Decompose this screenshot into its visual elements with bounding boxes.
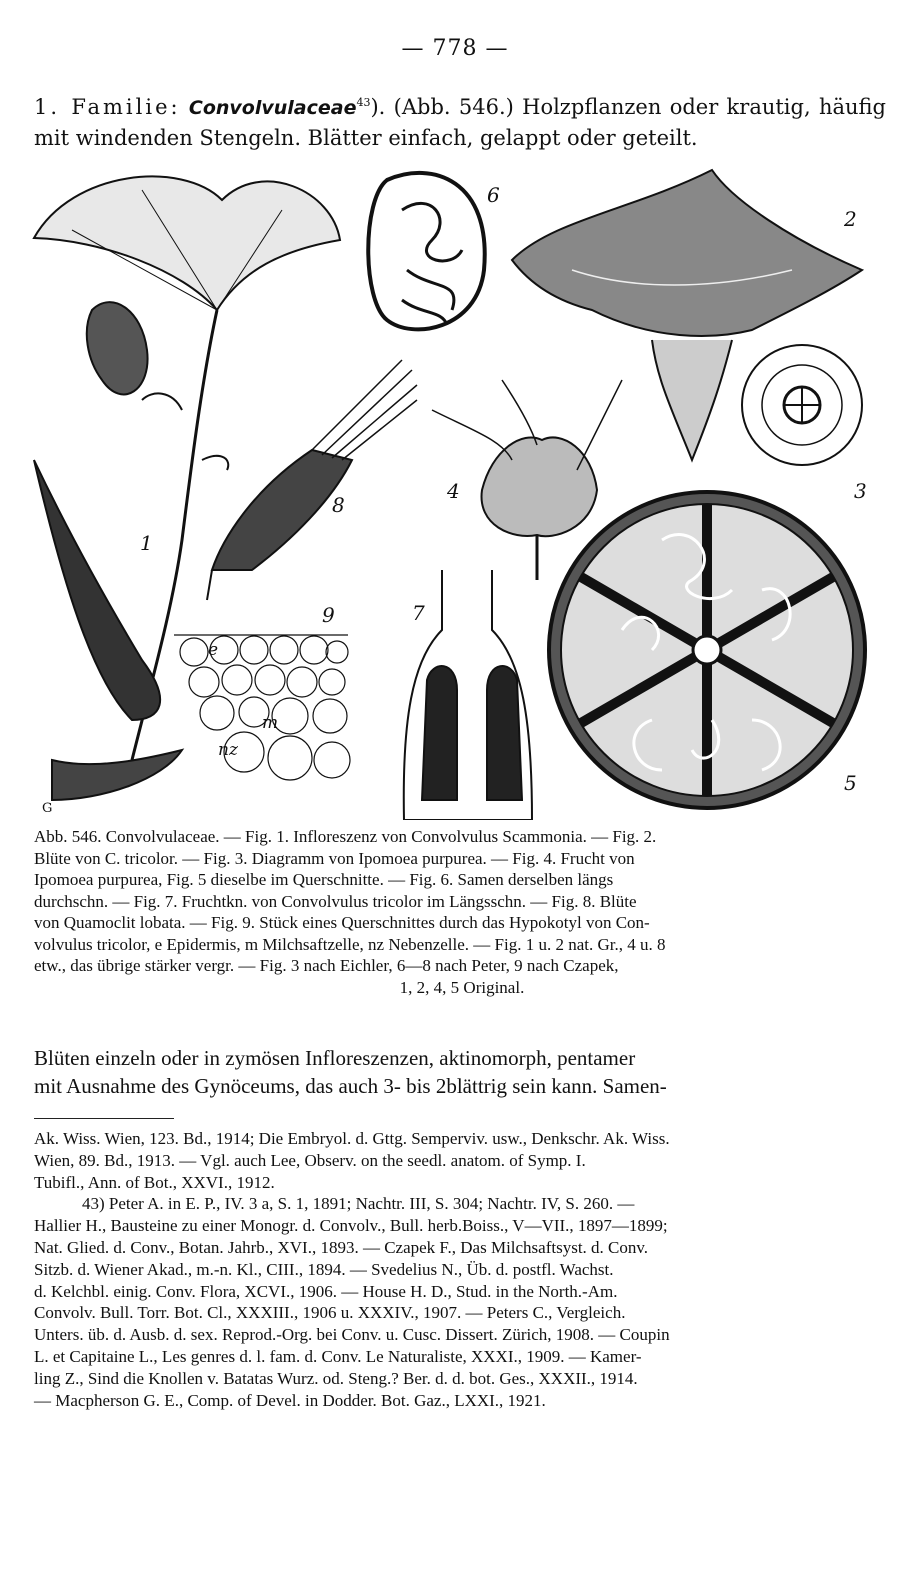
caption-line: volvulus tricolor, e Epidermis, m Milchsaftzelle, nz Nebenzelle. — Fig. 1 u. 2 nat. Gr., 4 u. 8 bbox=[34, 934, 666, 954]
heading-text: ). (Abb. 546.) Holzpflanzen oder krautig, häufig mit windenden Stengeln. Blätter einfach, gelappt oder geteilt. bbox=[34, 95, 886, 150]
fig-label-5: 5 bbox=[844, 771, 857, 795]
footnote-line: Ak. Wiss. Wien, 123. Bd., 1914; Die Embryol. d. Gttg. Semperviv. usw., Denkschr. Ak. Wiss. bbox=[34, 1129, 670, 1148]
fig-label-e: e bbox=[208, 640, 219, 660]
footnote-line: — Macpherson G. E., Comp. of Devel. in Dodder. Bot. Gaz., LXXI., 1921. bbox=[34, 1390, 546, 1410]
fig-label-4: 4 bbox=[447, 479, 460, 503]
footnote-line: d. Kelchbl. einig. Conv. Flora, XCVI., 1906. — House H. D., Stud. in the North.-Am. bbox=[34, 1281, 618, 1301]
fig-label-m: m bbox=[262, 713, 279, 733]
footnote-line: Wien, 89. Bd., 1913. — Vgl. auch Lee, Observ. on the seedl. anatom. of Symp. I. bbox=[34, 1150, 586, 1170]
fig9-tissue-section bbox=[174, 635, 350, 780]
artist-mark: G bbox=[42, 801, 53, 816]
footnote-line: Nat. Glied. d. Conv., Botan. Jahrb., XVI., 1893. — Czapek F., Das Milchsaftsyst. d. Conv. bbox=[34, 1237, 649, 1257]
footnote-line: Hallier H., Bausteine zu einer Monogr. d. Convolv., Bull. herb.Boiss., V—VII., 1897—1899; bbox=[34, 1216, 668, 1236]
footnotes bbox=[34, 1128, 894, 1411]
footnote-line: Convolv. Bull. Torr. Bot. Cl., XXXIII., 1906 u. XXXIV., 1907. — Peters C., Vergleich. bbox=[34, 1303, 626, 1323]
page-number: — 778 — bbox=[401, 36, 509, 61]
fig-label-3: 3 bbox=[854, 479, 867, 503]
fig-label-1: 1 bbox=[140, 531, 153, 555]
footnote-divider bbox=[34, 1118, 174, 1119]
footnote-line: Tubifl., Ann. of Bot., XXVI., 1912. bbox=[34, 1172, 275, 1192]
footnote-line: Sitzb. d. Wiener Akad., m.-n. Kl., CIII., 1894. — Svedelius N., Üb. d. postfl. Wachst. bbox=[34, 1259, 614, 1279]
fig5-fruit-cross-section bbox=[549, 492, 865, 808]
fig3-floral-diagram bbox=[742, 345, 862, 465]
figure-illustration bbox=[32, 160, 882, 820]
footnote-ref: 43 bbox=[356, 96, 371, 109]
botanical-figure bbox=[32, 160, 882, 820]
footnote-line: Unters. üb. d. Ausb. d. sex. Reprod.-Org. bei Conv. u. Cusc. Dissert. Zürich, 1908. — Coupin bbox=[34, 1325, 670, 1345]
caption-line: Blüte von C. tricolor. — Fig. 3. Diagramm von Ipomoea purpurea. — Fig. 4. Frucht von bbox=[34, 848, 635, 868]
family-heading bbox=[34, 88, 886, 153]
fig-label-7: 7 bbox=[412, 601, 425, 625]
body-paragraph bbox=[34, 1044, 890, 1100]
caption-line: durchschn. — Fig. 7. Fruchtkn. von Convolvulus tricolor im Längsschn. — Fig. 8. Blüte bbox=[34, 891, 637, 911]
fig-label-nz: nz bbox=[218, 740, 238, 760]
footnote-line: L. et Capitaine L., Les genres d. l. fam. d. Conv. Le Naturaliste, XXXI., 1909. — Kamer- bbox=[34, 1346, 642, 1366]
caption-line: etw., das übrige stärker vergr. — Fig. 3 nach Eichler, 6—8 nach Peter, 9 nach Czapek, bbox=[34, 956, 619, 975]
caption-line: Ipomoea purpurea, Fig. 5 dieselbe im Querschnitte. — Fig. 6. Samen derselben längs bbox=[34, 870, 614, 889]
fig6-seed-section bbox=[368, 173, 484, 329]
fig-label-9: 9 bbox=[322, 603, 335, 627]
footnote-line: 43) Peter A. in E. P., IV. 3 a, S. 1, 1891; Nachtr. III, S. 304; Nachtr. IV, S. 260. — bbox=[82, 1194, 635, 1214]
figure-caption bbox=[34, 826, 890, 998]
family-name: Convolvulaceae bbox=[188, 97, 357, 119]
fig-label-8: 8 bbox=[332, 493, 345, 517]
caption-line: 1, 2, 4, 5 Original. bbox=[399, 977, 525, 997]
heading-prefix: 1. Familie: bbox=[34, 95, 181, 119]
body-line: mit Ausnahme des Gynöceums, das auch 3- bis 2blättrig sein kann. Samen- bbox=[34, 1074, 667, 1098]
fig8-quamoclit-flower bbox=[207, 360, 417, 600]
fig-label-2: 2 bbox=[844, 207, 857, 231]
footnote-line: ling Z., Sind die Knollen v. Batatas Wurz. od. Steng.? Ber. d. d. bot. Ges., XXXII., 1914. bbox=[34, 1368, 638, 1388]
caption-line: Abb. 546. Convolvulaceae. — Fig. 1. Infloreszenz von Convolvulus Scammonia. — Fig. 2. bbox=[34, 827, 657, 846]
body-line: Blüten einzeln oder in zymösen Infloreszenzen, aktinomorph, pentamer bbox=[34, 1046, 636, 1070]
fig-label-6: 6 bbox=[487, 183, 500, 207]
caption-line: von Quamoclit lobata. — Fig. 9. Stück eines Querschnittes durch das Hypokotyl von Con- bbox=[34, 913, 650, 932]
fig2-trumpet-flower bbox=[512, 170, 862, 460]
